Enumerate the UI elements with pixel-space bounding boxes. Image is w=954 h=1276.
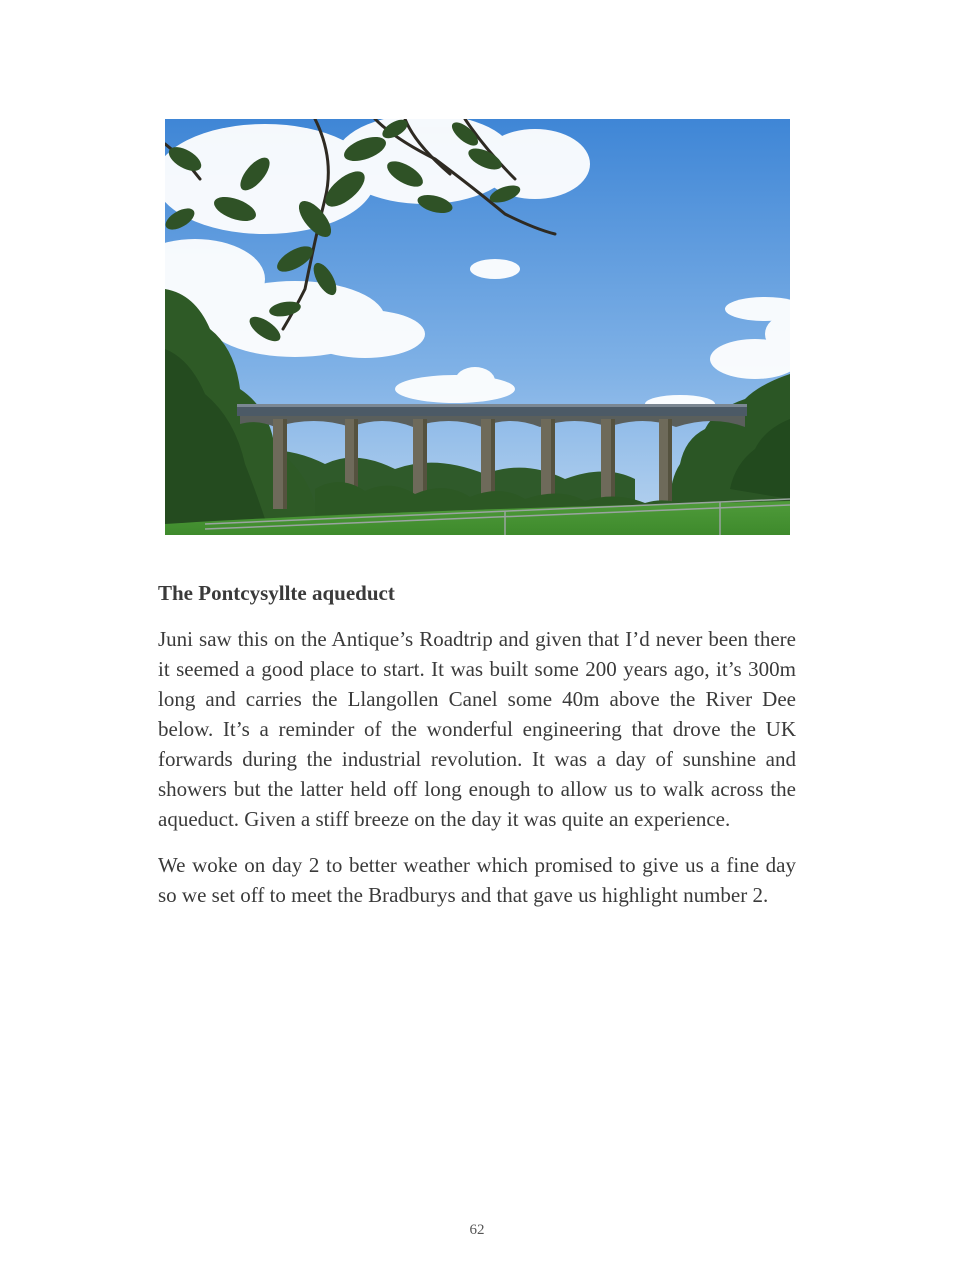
paragraph-2: We woke on day 2 to better weather which promised to give us a fine day so we set off to meet the Bradburys and that gave us highlight number 2.: [158, 853, 796, 907]
paragraph-1: Juni saw this on the Antique’s Roadtrip and given that I’d never been there it seemed a good place to start. It was built some 200 years ago, it’s 300m long and carries the Llangollen Canel some 40m above the River Dee below. It’s a reminder of the wonderful engineering that drove the UK forwards during the industrial revolution. It was a day of sunshine and showers but the latter held off long enough to allow us to walk across the aqueduct. Given a stiff breeze on the day it was quite an experience.: [158, 627, 796, 831]
page-number: 62: [469, 1222, 485, 1238]
aqueduct-photo: [165, 119, 790, 535]
section-heading: The Pontcysyllte aqueduct: [158, 581, 395, 605]
aqueduct-photo-graphic: [165, 119, 790, 535]
article-body: [158, 578, 796, 926]
